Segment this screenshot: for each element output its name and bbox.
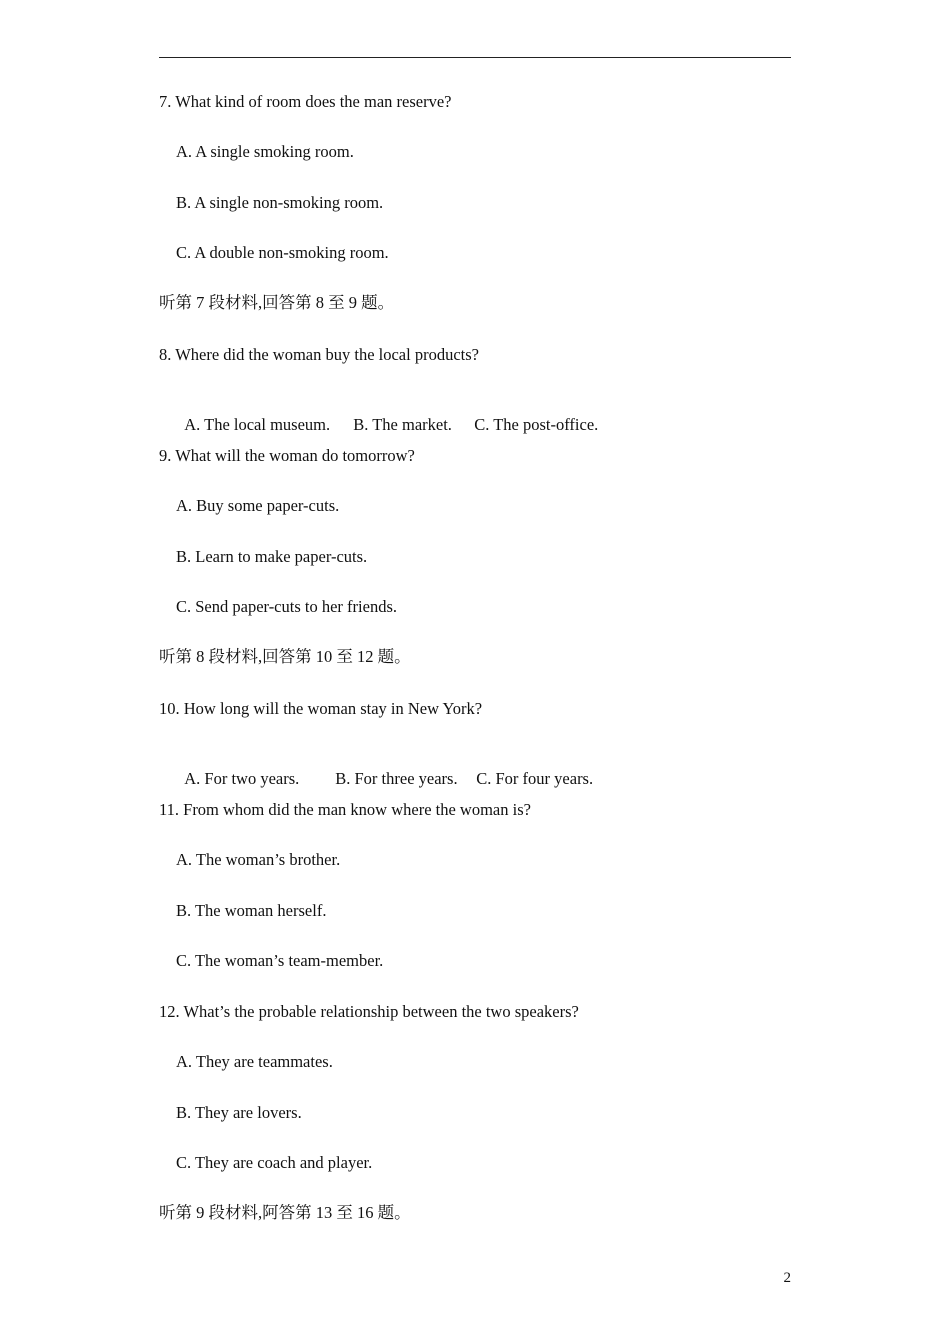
question-11-option-b: B. The woman herself. (176, 901, 327, 920)
question-7-option-b: B. A single non-smoking room. (176, 193, 384, 212)
question-11-option-c: C. The woman’s team-member. (176, 951, 384, 970)
question-12-option-a: A. They are teammates. (176, 1052, 333, 1071)
question-8-options (176, 395, 598, 435)
question-8-option-b: B. The market. (353, 415, 452, 434)
question-11-option-a: A. The woman’s brother. (176, 850, 341, 869)
header-rule (159, 57, 791, 58)
question-11: 11. From whom did the man know where the woman is? (159, 800, 531, 819)
question-12-option-b: B. They are lovers. (176, 1103, 302, 1122)
question-8-option-a: A. The local museum. (184, 415, 331, 434)
question-7: 7. What kind of room does the man reserve? (159, 92, 452, 111)
question-9-option-b: B. Learn to make paper-cuts. (176, 547, 368, 566)
question-9-option-a: A. Buy some paper-cuts. (176, 496, 340, 515)
page-number: 2 (783, 1270, 791, 1286)
section-heading-9: 听第 9 段材料,阿答第 13 至 16 题。 (159, 1203, 411, 1222)
question-8: 8. Where did the woman buy the local products? (159, 345, 479, 364)
question-10: 10. How long will the woman stay in New York? (159, 699, 483, 718)
question-7-option-c: C. A double non-smoking room. (176, 243, 389, 262)
question-10-option-a: A. For two years. (184, 769, 300, 788)
question-8-option-c: C. The post-office. (474, 415, 599, 434)
question-9: 9. What will the woman do tomorrow? (159, 446, 415, 465)
question-12-option-c: C. They are coach and player. (176, 1153, 373, 1172)
question-9-option-c: C. Send paper-cuts to her friends. (176, 597, 397, 616)
question-12: 12. What’s the probable relationship between the two speakers? (159, 1002, 579, 1021)
section-heading-7: 听第 7 段材料,回答第 8 至 9 题。 (159, 293, 395, 312)
section-heading-8: 听第 8 段材料,回答第 10 至 12 题。 (159, 647, 411, 666)
question-7-option-a: A. A single smoking room. (176, 142, 354, 161)
question-10-option-c: C. For four years. (476, 769, 594, 788)
question-10-options (176, 749, 593, 789)
question-10-option-b: B. For three years. (335, 769, 458, 788)
